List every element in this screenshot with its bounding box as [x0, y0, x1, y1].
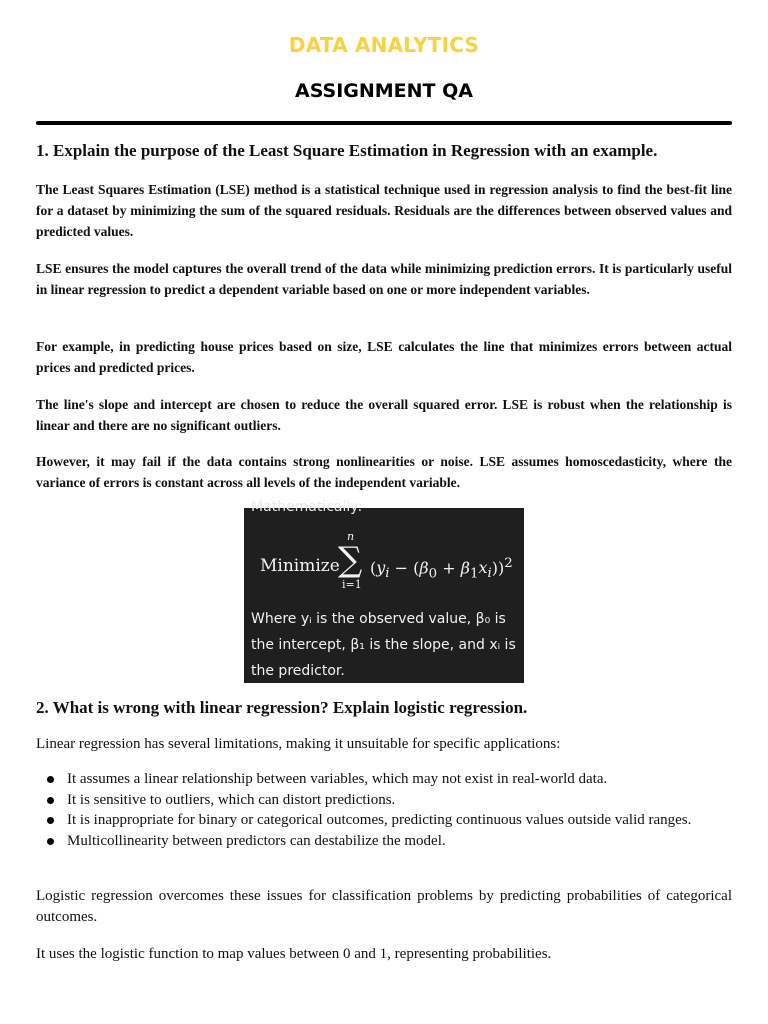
q1-heading-block [36, 140, 732, 162]
q2-intro-block [36, 734, 732, 755]
q1-paragraph-5-block [36, 451, 732, 493]
q1-paragraph: For example, in predicting house prices based on size, LSE calculates the line that minimizes errors between actual prices and predicted prices. [36, 339, 732, 375]
q1-paragraph: The line's slope and intercept are chosen to reduce the overall squared error. LSE is robust when the relationship is linear and there are no significant outliers. [36, 397, 732, 433]
q2-bullet-list [36, 769, 732, 851]
formula-image [244, 499, 524, 683]
list-item [36, 790, 732, 811]
list-item-text: It assumes a linear relationship between variables, which may not exist in real-world data. [67, 771, 608, 787]
q1-paragraph: The Least Squares Estimation (LSE) method is a statistical technique used in regression analysis to find the best-fit line for a dataset by minimizing the sum of the squared residuals. Residuals are the differences between observed values and predicted values. [36, 182, 732, 239]
q2-heading-block [36, 697, 732, 719]
bullet-icon [47, 838, 54, 845]
q2-paragraph-2-block [36, 944, 732, 965]
list-item-text: It is sensitive to outliers, which can distort predictions. [67, 791, 396, 808]
document-subtitle: ASSIGNMENT QA [294, 80, 473, 102]
bullet-icon [47, 817, 54, 824]
formula-expression: $(y_i - (\beta_0 + \beta_1x_i))^2$ [370, 556, 513, 582]
summation-symbol: ∑ [338, 540, 363, 580]
least-squares-equation [258, 530, 524, 606]
list-item [36, 769, 732, 790]
formula-description: Where yᵢ is the observed value, β₀ is the intercept, β₁ is the slope, and xᵢ is the predictor. [251, 611, 516, 679]
list-item [36, 810, 732, 831]
q2-paragraph: It uses the logistic function to map values between 0 and 1, representing probabilities. [36, 946, 552, 962]
q2-paragraph-1-block [36, 886, 732, 928]
formula-label: Mathematically: [251, 499, 363, 515]
formula-minimize-word: Minimize [260, 556, 340, 576]
header-divider [36, 121, 732, 125]
q1-paragraph-3-block [36, 336, 732, 378]
list-item-text: It is inappropriate for binary or categorical outcomes, predicting continuous values outside valid ranges. [67, 812, 692, 828]
q1-paragraph-4-block [36, 394, 732, 436]
list-item [36, 831, 732, 852]
q2-heading: 2. What is wrong with linear regression? Explain logistic regression. [36, 698, 528, 717]
q1-paragraph-1-block [36, 179, 732, 242]
sum-upper-limit: n [347, 530, 355, 543]
q2-intro: Linear regression has several limitations, making it unsuitable for specific applications: [36, 736, 561, 752]
bullet-icon [47, 797, 54, 804]
q2-paragraph: Logistic regression overcomes these issues for classification problems by predicting probabilities of categorical outcomes. [36, 888, 732, 925]
list-item-text: Multicollinearity between predictors can destabilize the model. [67, 832, 446, 849]
sum-lower-limit: i=1 [342, 578, 362, 591]
document-title: DATA ANALYTICS [288, 33, 480, 57]
q1-paragraph: LSE ensures the model captures the overall trend of the data while minimizing prediction errors. It is particularly useful in linear regression to predict a dependent variable based on one or more independent variables. [36, 261, 732, 297]
q1-heading: 1. Explain the purpose of the Least Square Estimation in Regression with an example. [36, 141, 658, 160]
bullet-icon [47, 776, 54, 783]
q1-paragraph: However, it may fail if the data contains strong nonlinearities or noise. LSE assumes homoscedasticity, where the variance of errors is constant across all levels of the independent variable. [36, 454, 732, 490]
q1-paragraph-2-block [36, 258, 732, 300]
